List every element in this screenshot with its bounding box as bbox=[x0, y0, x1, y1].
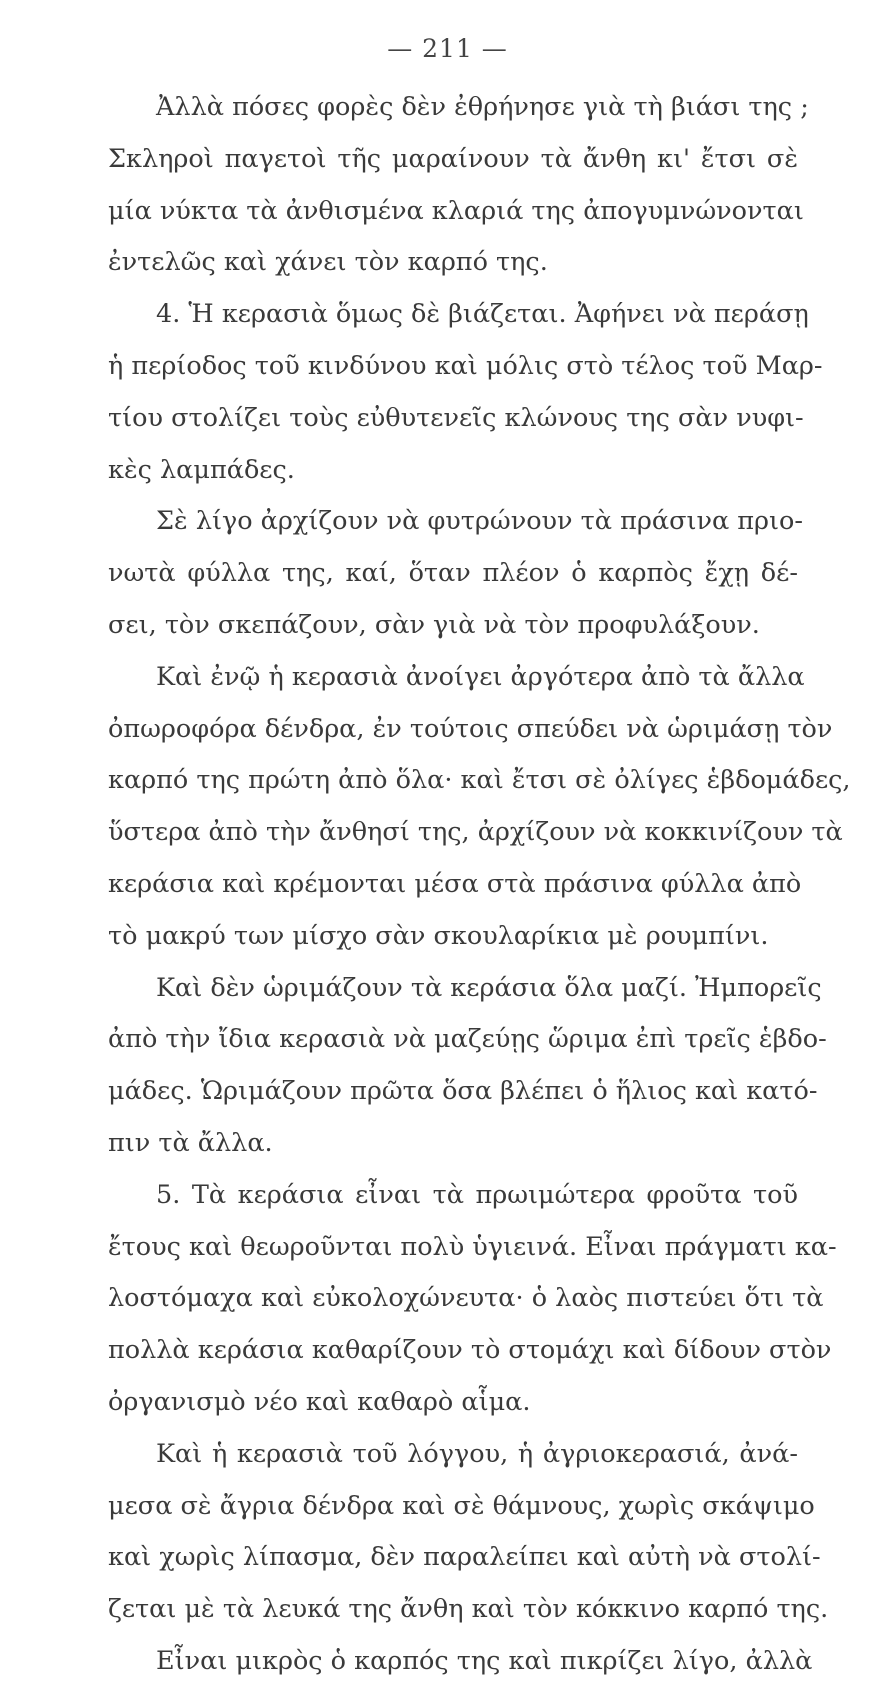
text-line: νωτὰ φύλλα της, καί, ὅταν πλέον ὁ καρπὸς ἔχῃ δέ- bbox=[108, 558, 798, 589]
text-line: ὕστερα ἀπὸ τὴν ἄνθησί της, ἀρχίζουν νὰ κοκκινίζουν τὰ bbox=[108, 817, 843, 848]
text-line: λοστόμαχα καὶ εὐκολοχώνευτα· ὁ λαὸς πιστεύει ὅτι τὰ bbox=[108, 1283, 824, 1314]
text-line: κὲς λαμπάδες. bbox=[108, 454, 295, 485]
text-line: καρπό της πρώτη ἀπὸ ὅλα· καὶ ἔτσι σὲ ὀλίγες ἑβδομάδες, bbox=[108, 765, 851, 796]
text-line: τίου στολίζει τοὺς εὐθυτενεῖς κλώνους της σὰν νυφι- bbox=[108, 402, 804, 433]
text-line: πιν τὰ ἄλλα. bbox=[108, 1127, 273, 1158]
text-line: σει, τὸν σκεπάζουν, σὰν γιὰ νὰ τὸν προφυλάξουν. bbox=[108, 609, 760, 640]
text-line: ὀπωροφόρα δένδρα, ἐν τούτοις σπεύδει νὰ ὡριμάσῃ τὸν bbox=[108, 713, 833, 744]
text-line: κεράσια καὶ κρέμονται μέσα στὰ πράσινα φύλλα ἀπὸ bbox=[108, 868, 802, 899]
text-line: ὀργανισμὸ νέο καὶ καθαρὸ αἷμα. bbox=[108, 1386, 531, 1417]
text-line: πολλὰ κεράσια καθαρίζουν τὸ στομάχι καὶ δίδουν στὸν bbox=[108, 1335, 832, 1366]
text-line: ἐντελῶς καὶ χάνει τὸν καρπό της. bbox=[108, 247, 548, 278]
text-line: καὶ χωρὶς λίπασμα, δὲν παραλείπει καὶ αὐτὴ νὰ στολί- bbox=[108, 1542, 821, 1573]
text-line: μεσα σὲ ἄγρια δένδρα καὶ σὲ θάμνους, χωρὶς σκάψιμο bbox=[108, 1490, 815, 1521]
text-line: Καὶ ἐνῷ ἡ κερασιὰ ἀνοίγει ἀργότερα ἀπὸ τὰ ἄλλα bbox=[156, 661, 805, 692]
text-line: Εἶναι μικρὸς ὁ καρπός της καὶ πικρίζει λίγο, ἀλλὰ bbox=[156, 1645, 813, 1676]
body-text bbox=[108, 82, 851, 1688]
text-line: ζεται μὲ τὰ λευκά της ἄνθη καὶ τὸν κόκκινο καρπό της. bbox=[108, 1594, 829, 1625]
text-line: 5. Τὰ κεράσια εἶναι τὰ πρωιμώτερα φροῦτα τοῦ bbox=[156, 1179, 798, 1210]
text-line: μάδες. Ὡριμάζουν πρῶτα ὅσα βλέπει ὁ ἥλιος καὶ κατό- bbox=[108, 1076, 818, 1107]
text-line: Σκληροὶ παγετοὶ τῆς μαραίνουν τὰ ἄνθη κι' ἔτσι σὲ bbox=[108, 143, 798, 174]
text-line: Καὶ ἡ κερασιὰ τοῦ λόγγου, ἡ ἀγριοκερασιά, ἀνά- bbox=[156, 1438, 798, 1469]
text-line: Καὶ δὲν ὡριμάζουν τὰ κεράσια ὅλα μαζί. Ἠμπορεῖς bbox=[156, 972, 822, 1003]
text-line: ἔτους καὶ θεωροῦνται πολὺ ὑγιεινά. Εἶναι πράγματι κα- bbox=[108, 1231, 837, 1262]
page-number: — 211 — bbox=[387, 34, 508, 63]
text-line: τὸ μακρύ των μίσχο σὰν σκουλαρίκια μὲ ρουμπίνι. bbox=[108, 920, 769, 951]
text-line: ἀπὸ τὴν ἴδια κερασιὰ νὰ μαζεύῃς ὥριμα ἐπὶ τρεῖς ἑβδο- bbox=[108, 1024, 827, 1055]
text-line: 4. Ἡ κερασιὰ ὅμως δὲ βιάζεται. Ἀφήνει νὰ περάσῃ bbox=[156, 299, 809, 330]
text-line: ἡ περίοδος τοῦ κινδύνου καὶ μόλις στὸ τέλος τοῦ Μαρ- bbox=[108, 350, 823, 381]
text-line: Σὲ λίγο ἀρχίζουν νὰ φυτρώνουν τὰ πράσινα πριο- bbox=[156, 506, 804, 537]
text-line: Ἀλλὰ πόσες φορὲς δὲν ἐθρήνησε γιὰ τὴ βιάσι της ; bbox=[156, 92, 809, 122]
text-line: μία νύκτα τὰ ἀνθισμένα κλαριά της ἀπογυμνώνονται bbox=[108, 195, 804, 226]
